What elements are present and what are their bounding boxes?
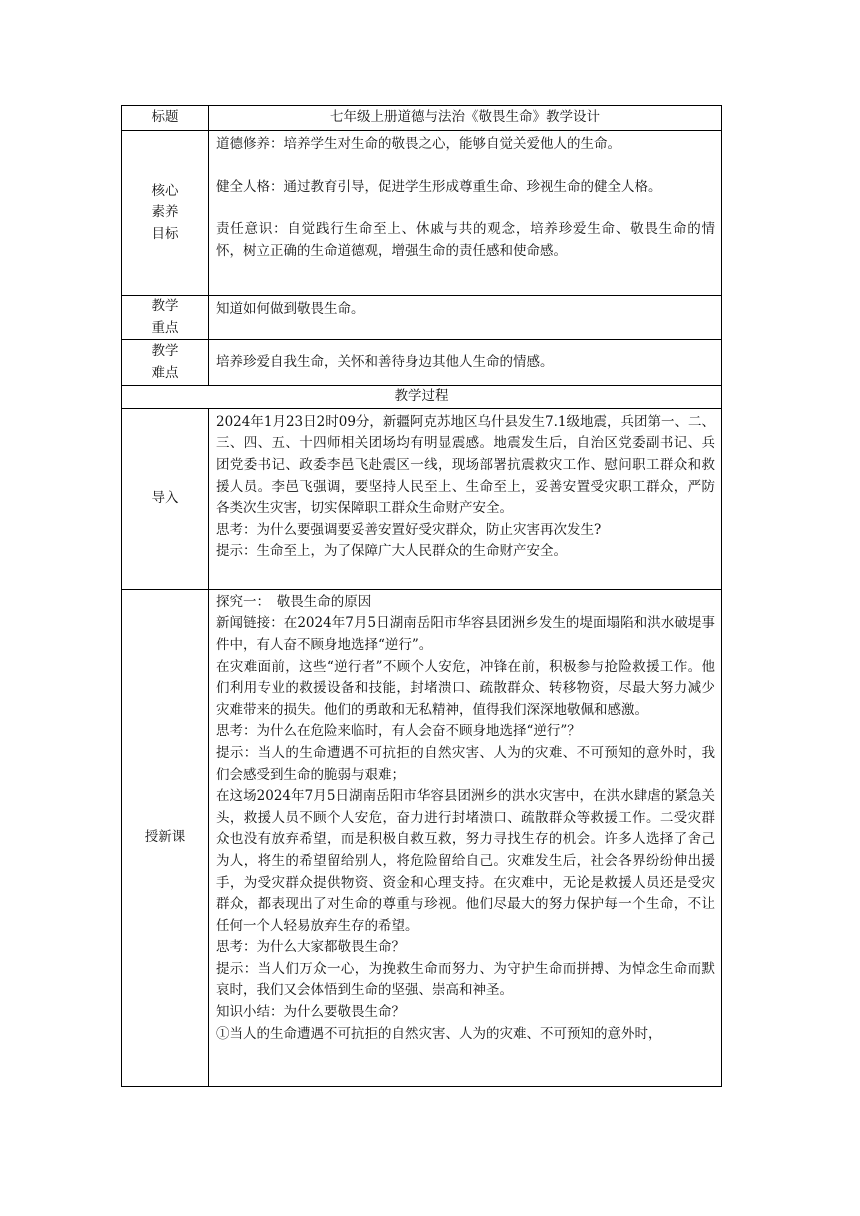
goal-responsibility: 责任意识：自觉践行生命至上、休戚与共的观念，培养珍爱生命、敬畏生命的情怀，树立正确的生命道德观，增强生命的责任感和使命感。 (216, 221, 715, 259)
hint-1: 提示：当人的生命遭遇不可抗拒的自然灾害、人为的灾难、不可预知的意外时，我们会感受到生命的脆弱与艰难； (216, 744, 715, 783)
intro-row (122, 408, 722, 589)
question-1: 思考：为什么在危险来临时，有人会奋不顾身地选择“逆行”？ (216, 723, 581, 740)
news-link: 新闻链接：在2024年7月5日湖南岳阳市华容县团洲乡发生的堤面塌陷和洪水破堤事件中，有人奋不顾身地选择“逆行”。 (216, 615, 715, 653)
core-goals-label: 核心 素养 目标 (122, 131, 209, 296)
lesson-plan-table (121, 105, 722, 1087)
difficulty-label: 教学 难点 (122, 340, 209, 386)
lesson-title: 七年级上册道德与法治《敬畏生命》教学设计 (209, 106, 722, 131)
process-header-row (122, 386, 722, 409)
goal-personality: 健全人格：通过教育引导，促进学生形成尊重生命、珍视生命的健全人格。 (216, 178, 662, 195)
intro-hint: 提示：生命至上，为了保障广大人民群众的生命财产安全。 (216, 543, 567, 560)
key-point-row (122, 296, 722, 340)
intro-question: 思考：为什么要强调要妥善安置好受灾群众，防止灾害再次发生? (216, 521, 602, 538)
new-lesson-row (122, 589, 722, 1086)
intro-content (209, 408, 722, 589)
intro-label: 导入 (122, 408, 209, 589)
new-lesson-label: 授新课 (122, 589, 209, 1086)
difficulty-row (122, 340, 722, 386)
core-goals-content (209, 131, 722, 296)
title-label: 标题 (122, 106, 209, 131)
key-point-label: 教学 重点 (122, 296, 209, 340)
summary-heading: 知识小结：为什么要敬畏生命？ (216, 1004, 405, 1021)
core-goals-row (122, 131, 722, 296)
summary-point-1: ①当人的生命遭遇不可抗拒的自然灾害、人为的灾难、不可预知的意外时， (216, 1025, 662, 1042)
intro-paragraph: 2024年1月23日2时09分，新疆阿克苏地区乌什县发生7.1级地震，兵团第一、二、三、四、五、十四师相关团场均有明显震感。地震发生后，自治区党委副书记、兵团党委书记、政委李邑飞赴震区一线，现场部署抗震救灾工作、慰问职工群众和救援人员。李邑飞强调，要坚持人民至上、生命至上，妥善安置受灾职工群众，严防各类次生灾害，切实保障职工群众生命财产安全。 (216, 413, 715, 517)
goal-moral: 道德修养：培养学生对生命的敬畏之心，能够自觉关爱他人的生命。 (216, 136, 621, 152)
question-2: 思考：为什么大家都敬畏生命？ (216, 939, 405, 956)
title-row (122, 106, 722, 131)
process-header: 教学过程 (122, 386, 722, 409)
hint-2: 提示：当人们万众一心，为挽救生命而努力、为守护生命而拼搏、为悼念生命而默哀时，我们又会体悟到生命的坚强、崇高和神圣。 (216, 960, 715, 999)
difficulty-content: 培养珍爱自我生命，关怀和善待身边其他人生命的情感。 (209, 340, 722, 386)
key-point-content: 知道如何做到敬畏生命。 (209, 296, 722, 340)
inquiry-heading: 探究一： 敬畏生命的原因 (216, 593, 372, 610)
new-lesson-content (209, 589, 722, 1086)
news-paragraph: 在灾难面前，这些“逆行者”不顾个人安危，冲锋在前，积极参与抢险救援工作。他们利用专业的救援设备和技能，封堵溃口、疏散群众、转移物资，尽最大努力减少灾难带来的损失。他们的勇敢和无私精神，值得我们深深地敬佩和感激。 (216, 658, 715, 718)
flood-paragraph: 在这场2024年7月5日湖南岳阳市华容县团洲乡的洪水灾害中，在洪水肆虐的紧急关头，救援人员不顾个人安危，奋力进行封堵溃口、疏散群众等救援工作。二受灾群众也没有放弃希望，而是积极自救互救，努力寻找生存的机会。许多人选择了舍己为人，将生的希望留给别人，将危险留给自己。灾难发生后，社会各界纷纷伸出援手，为受灾群众提供物资、资金和心理支持。在灾难中，无论是救援人员还是受灾群众，都表现出了对生命的尊重与珍视。他们尽最大的努力保护每一个生命，不让任何一个人轻易放弃生存的希望。 (216, 788, 715, 934)
